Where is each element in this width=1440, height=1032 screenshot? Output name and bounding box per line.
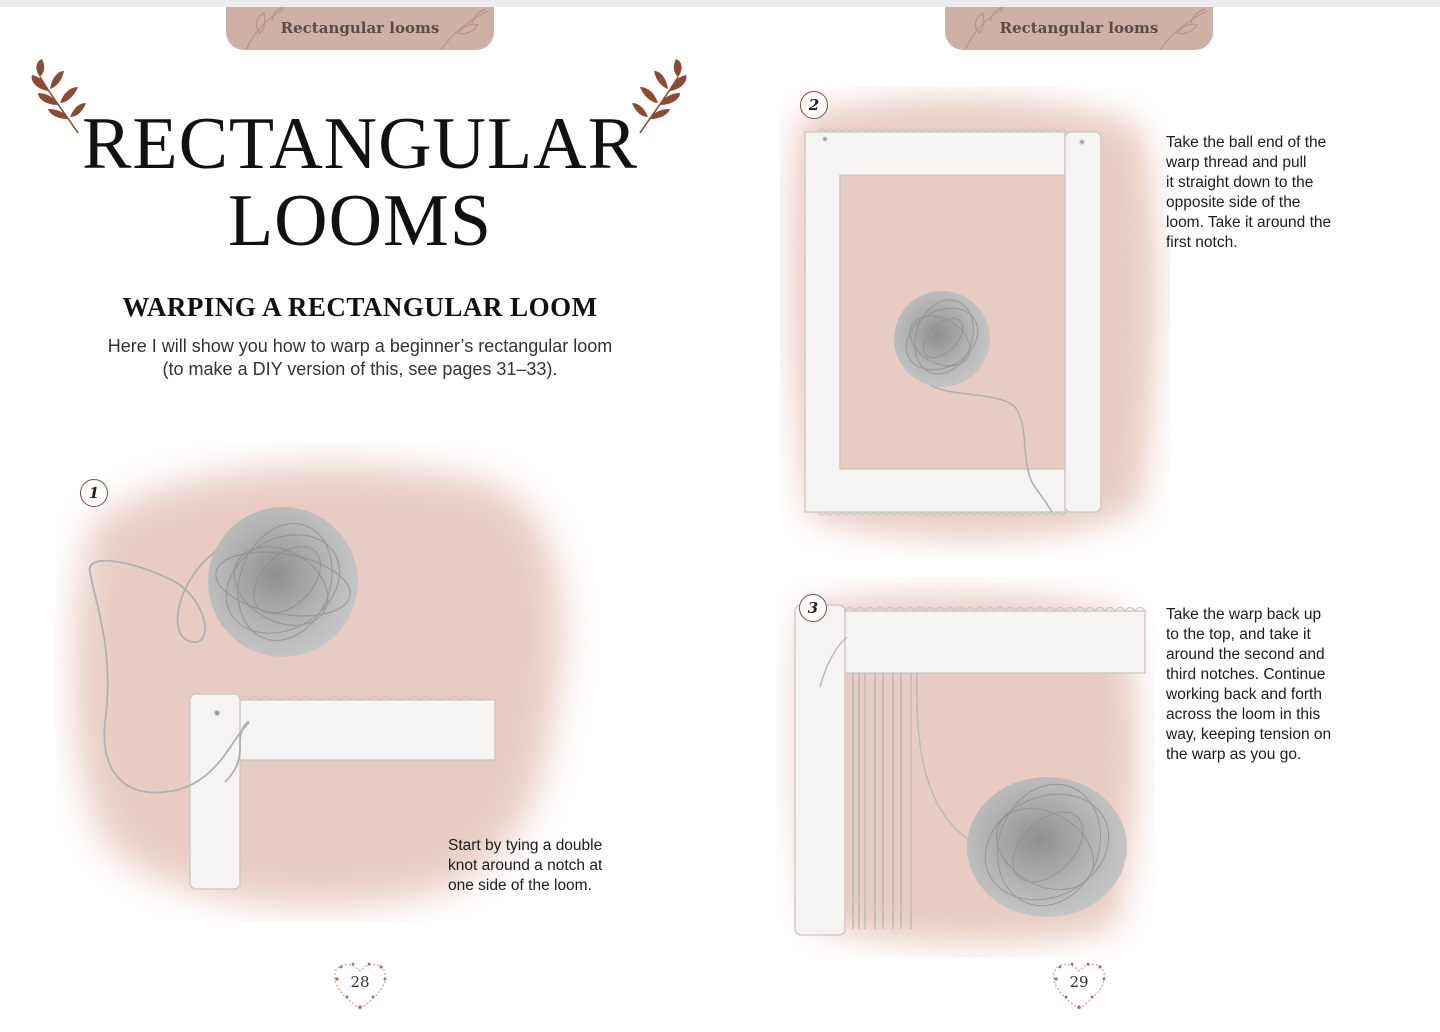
yarn-ball	[208, 507, 358, 657]
chapter-tab-label: Rectangular looms	[280, 19, 440, 37]
caption-line: Take the warp back up	[1166, 606, 1322, 623]
page-title-line-2: LOOMS	[227, 180, 493, 262]
caption-line: knot around a notch at	[448, 857, 603, 874]
step-2-caption	[1166, 133, 1331, 253]
yarn-ball	[894, 291, 990, 387]
page-29	[720, 7, 1440, 1032]
chapter-tab-label: Rectangular looms	[999, 19, 1159, 37]
page-number: 29	[1069, 973, 1089, 991]
caption-line: the warp as you go.	[1166, 746, 1302, 763]
caption-line: working back and forth	[1166, 686, 1322, 703]
caption-line: opposite side of the	[1166, 194, 1301, 211]
intro-text-line: Here I will show you how to warp a beginner’s rectangular loom	[107, 336, 613, 356]
step-number-badge: 3	[799, 594, 827, 622]
step-number-badge: 1	[80, 479, 108, 507]
section-heading: WARPING A RECTANGULAR LOOM	[122, 292, 598, 322]
step-3-illustration	[775, 577, 1155, 957]
step-1-caption	[448, 836, 602, 896]
caption-line: across the loom in this	[1166, 706, 1321, 723]
page-number: 28	[350, 973, 370, 991]
caption-line: Take the ball end of the	[1166, 134, 1327, 151]
page-28	[0, 7, 720, 1032]
chapter-tab	[945, 7, 1213, 50]
top-edge	[0, 0, 1440, 7]
caption-line: it straight down to the	[1166, 174, 1314, 191]
caption-line: one side of the loom.	[448, 877, 592, 894]
caption-line: way, keeping tension on	[1166, 726, 1332, 743]
page-title-line-1: RECTANGULAR	[82, 103, 638, 185]
caption-line: loom. Take it around the	[1166, 214, 1332, 231]
caption-line: warp thread and pull	[1166, 154, 1307, 171]
step-2-illustration	[780, 87, 1170, 557]
step-number-badge: 2	[800, 91, 828, 119]
page-number-badge	[1048, 957, 1110, 1015]
caption-line: first notch.	[1166, 234, 1238, 251]
caption-line: third notches. Continue	[1166, 666, 1326, 683]
caption-line: Start by tying a double	[448, 837, 603, 854]
page-number-badge	[329, 957, 391, 1015]
step-3-caption	[1166, 605, 1331, 765]
caption-line: around the second and	[1166, 646, 1325, 663]
chapter-tab	[226, 7, 494, 50]
caption-line: to the top, and take it	[1166, 626, 1311, 643]
intro-text-line: (to make a DIY version of this, see pages 31–33).	[162, 359, 558, 379]
